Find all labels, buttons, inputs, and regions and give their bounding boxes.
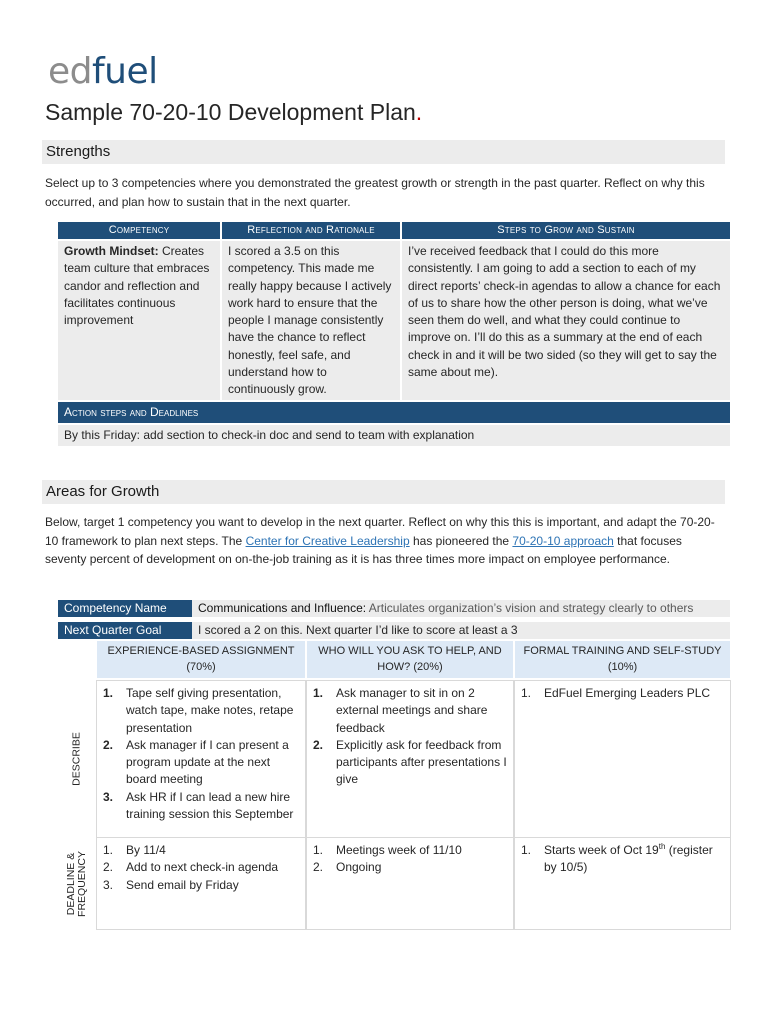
list-item: 1. Tape self giving presentation, watch tape, make notes, retape presentation <box>103 686 294 735</box>
list-item: 1. Meetings week of 11/10 <box>313 843 462 857</box>
70-20-10-link[interactable]: 70-20-10 approach <box>512 533 614 548</box>
list-item: 1. Ask manager to sit in on 2 external meetings and share feedback <box>313 686 488 735</box>
action-steps-text: By this Friday: add section to check-in doc and send to team with explanation <box>58 425 730 446</box>
ccl-link[interactable]: Center for Creative Leadership <box>245 533 410 548</box>
growth-intro: Below, target 1 competency you want to develop in the next quarter. Reflect on why this this is important, and adapt the 70-20-10 framework to plan next steps. The Center for Creative Leadership has pioneered the 70-20-10 approach that focuses seventy percent of development on on-the-job training as it is has three times more impact on employee performance. <box>45 515 715 566</box>
growth-heading: Areas for Growth <box>42 480 725 504</box>
col-help: WHO WILL YOU ASK TO HELP, AND HOW? (20%) <box>307 641 513 678</box>
row-label-describe: DESCRIBE <box>70 731 83 786</box>
list-item: 2. Ongoing <box>313 860 382 875</box>
action-steps-header: Action steps and Deadlines <box>58 402 730 423</box>
col-competency: Competency <box>58 222 220 239</box>
list-item: 2. Ask manager if I can present a program update at the next board meeting <box>103 737 289 787</box>
row-label-deadline: DEADLINE & FREQUENCY <box>65 851 88 917</box>
list-item: 2. Explicitly ask for feedback from participants after presentations I give <box>313 737 507 787</box>
strengths-heading: Strengths <box>42 140 725 164</box>
describe-training-cell <box>514 680 731 838</box>
list-item: 2. Add to next check-in agenda <box>103 860 279 875</box>
list-item: 1. By 11/4 <box>103 843 166 857</box>
next-quarter-goal-value: I scored a 2 on this. Next quarter I’d like to score at least a 3 <box>192 622 730 639</box>
competency-name-label: Competency Name <box>58 600 192 617</box>
page-title: Sample 70-20-10 Development Plan. <box>45 99 423 125</box>
next-quarter-goal-label: Next Quarter Goal <box>58 622 192 639</box>
list-item: 1. EdFuel Emerging Leaders PLC <box>521 686 711 700</box>
col-experience: EXPERIENCE-BASED ASSIGNMENT (70%) <box>97 641 305 678</box>
describe-experience-cell <box>96 680 306 838</box>
competency-name-value: Communications and Influence: Articulates organization’s vision and strategy clearly to others <box>192 600 730 617</box>
describe-help-cell <box>306 680 514 838</box>
deadline-help-cell <box>306 837 514 930</box>
deadline-experience-cell <box>96 837 306 930</box>
strength-competency-cell: Growth Mindset: Creates team culture that embraces candor and reflection and facilitates continuous improvement <box>58 241 220 400</box>
list-item: 1. Starts week of Oct 19th (register by 10/5) <box>521 842 713 875</box>
col-reflection: Reflection and Rationale <box>222 222 400 239</box>
col-steps: Steps to Grow and Sustain <box>402 222 730 239</box>
list-item: 3. Ask HR if I can lead a new hire training session this September <box>103 789 294 822</box>
list-item: 3. Send email by Friday <box>103 877 239 892</box>
strength-steps-cell: I’ve received feedback that I could do this more consistently. I am going to add a section to each of my direct reports’ check-in agendas to allow a chance for each of us to share how the other person is doing, what we’ve seen them do well, and what they could continue to improve on. I’ll do this as a summary at the end of each check in and it will be two sided (so they will get to say the same about me). <box>402 241 730 400</box>
edfuel-logo: edfuel <box>48 51 158 92</box>
col-training: FORMAL TRAINING AND SELF-STUDY (10%) <box>515 641 730 678</box>
strength-reflection-cell: I scored a 3.5 on this competency. This made me really happy because I actively work hard to ensure that the people I manage consistently have the chance to reflect honestly, feel safe, and understand how to continuously grow. <box>222 241 400 400</box>
deadline-training-cell <box>514 837 731 930</box>
strengths-intro: Select up to 3 competencies where you demonstrated the greatest growth or strength in the past quarter. Reflect on why this occurred, and plan how to sustain that in the next quarter. <box>45 176 705 209</box>
